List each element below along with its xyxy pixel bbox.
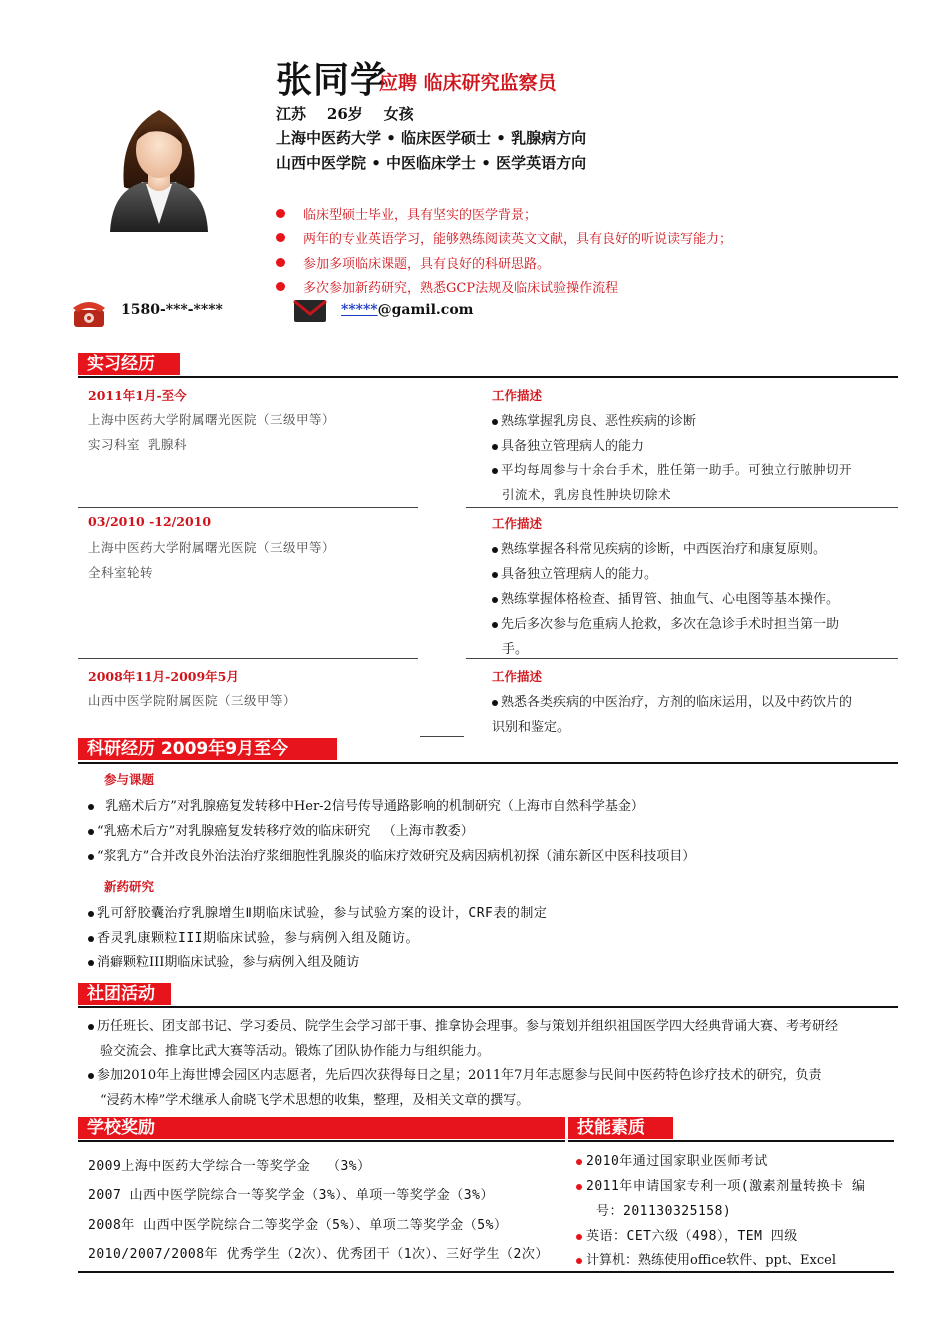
entry-divider [420, 736, 464, 737]
work-desc-item-cont: 手。 [502, 642, 529, 657]
skill-item-cont: 号：201130325158) [596, 1204, 732, 1219]
section-title-awards: 学校奖励 [78, 1117, 565, 1139]
entry-divider [466, 507, 898, 508]
work-desc-title: 工作描述 [492, 516, 543, 531]
section-rule [78, 1140, 565, 1142]
section-rule [78, 762, 898, 764]
drug-study: 乳可舒胶囊治疗乳腺增生Ⅱ期临床试验，参与试验方案的设计，CRF表的制定 [88, 902, 547, 921]
candidate-name: 张同学 [276, 59, 388, 101]
research-subtitle: 新药研究 [104, 879, 155, 894]
work-desc-item-cont: 引流术，乳房良性肿块切除术 [502, 487, 672, 502]
internship-hospital: 上海中医药大学附属曙光医院（三级甲等） [88, 540, 336, 555]
work-desc-item: 先后多次参与危重病人抢救，多次在急诊手术时担当第一助 [492, 613, 839, 632]
skill-item: 2010年通过国家职业医师考试 [576, 1150, 768, 1169]
club-activity-cont: “浸药木棒”学术继承人俞晓飞学术思想的收集，整理，及相关文章的撰写。 [100, 1093, 530, 1108]
work-desc-item: 熟悉各类疾病的中医治疗，方剂的临床运用，以及中药饮片的 [492, 691, 852, 710]
highlight-item: 临床型硕士毕业，具有坚实的医学背景； [276, 204, 876, 222]
work-desc-item: 熟练掌握各科常见疾病的诊断，中西医治疗和康复原则。 [492, 538, 826, 557]
work-desc-item: 熟练掌握体格检查、插胃管、抽血气、心电图等基本操作。 [492, 588, 839, 607]
work-desc-item: 具备独立管理病人的能力 [492, 435, 644, 454]
award-item: 2007 山西中医学院综合一等奖学金（3%）、单项一等奖学金（3%） [88, 1188, 494, 1203]
section-title-skills: 技能素质 [568, 1117, 673, 1139]
research-subtitle: 参与课题 [104, 772, 155, 787]
bullet-icon [276, 258, 285, 267]
work-desc-item: 具备独立管理病人的能力。 [492, 563, 657, 582]
section-title-club: 社团活动 [78, 983, 171, 1005]
research-project: “乳癌术后方”对乳腺癌复发转移疗效的临床研究 （上海市教委） [88, 820, 474, 839]
email-domain: @gamil.com [377, 302, 474, 318]
skill-item: 计算机：熟练使用office软件、ppt、Excel [576, 1249, 836, 1268]
work-desc-item: 熟练掌握乳房良、恶性疾病的诊断 [492, 410, 696, 429]
email-user[interactable]: ***** [341, 302, 378, 318]
education-master: 上海中医药大学 • 临床医学硕士 • 乳腺病方向 [276, 129, 587, 147]
avatar [104, 92, 214, 232]
work-desc-item: 平均每周参与十余台手术，胜任第一助手。可独立行脓肿切开 [492, 460, 852, 478]
internship-hospital: 上海中医药大学附属曙光医院（三级甲等） [88, 412, 336, 427]
internship-dept: 全科室轮转 [88, 565, 154, 580]
phone-number: 1580-***-**** [121, 302, 223, 318]
club-activity: 参加2010年上海世博会园区内志愿者，先后四次获得每日之星；2011年7月年志愿参与民间中医药特色诊疗技术的研究，负责 [88, 1064, 821, 1083]
entry-divider [466, 658, 898, 659]
internship-dept: 实习科室 乳腺科 [88, 437, 188, 452]
research-project: “浆乳方”合并改良外治法治疗浆细胞性乳腺炎的临床疗效研究及病因病机初探（浦东新区中医科技项目） [88, 845, 695, 864]
work-desc-title: 工作描述 [492, 388, 543, 403]
entry-divider [78, 507, 418, 508]
section-rule [568, 1140, 894, 1142]
entry-divider [78, 658, 418, 659]
award-item: 2008年 山西中医学院综合二等奖学金（5%）、单项二等奖学金（5%） [88, 1218, 508, 1233]
applied-position: 应聘 临床研究监察员 [379, 72, 557, 94]
highlight-item: 两年的专业英语学习，能够熟练阅读英文文献，具有良好的听说读写能力； [276, 228, 876, 246]
bullet-icon [276, 282, 285, 291]
club-activity-cont: 验交流会、推拿比武大赛等活动。锻炼了团队协作能力与组织能力。 [100, 1044, 491, 1059]
phone-icon [72, 296, 106, 328]
highlight-item: 参加多项临床课题，具有良好的科研思路。 [276, 253, 876, 271]
section-rule [78, 376, 898, 378]
internship-hospital: 山西中医学院附属医院（三级甲等） [88, 693, 297, 708]
club-activity: 历任班长、团支部书记、学习委员、院学生会学习部干事、推拿协会理事。参与策划并组织祖国医学四大经典背诵大赛、考考研经 [88, 1015, 838, 1034]
bottom-rule [78, 1271, 894, 1273]
award-item: 2009上海中医药大学综合一等奖学金 （3%） [88, 1159, 371, 1174]
award-item: 2010/2007/2008年 优秀学生（2次）、优秀团干（1次）、三好学生（2次） [88, 1247, 549, 1262]
email-address[interactable] [341, 302, 473, 318]
bullet-icon [276, 209, 285, 218]
section-title-research: 科研经历 2009年9月至今 [78, 738, 337, 760]
skill-item: 英语：CET六级（498），TEM 四级 [576, 1225, 798, 1244]
email-icon [293, 299, 327, 323]
highlight-item: 多次参加新药研究，熟悉GCP法规及临床试验操作流程 [276, 277, 876, 295]
education-bachelor: 山西中医学院 • 中医临床学士 • 医学英语方向 [276, 154, 587, 172]
drug-study: 消癖颗粒III期临床试验，参与病例入组及随访 [88, 951, 359, 970]
section-title-internship: 实习经历 [78, 353, 180, 375]
skill-item: 2011年申请国家专利一项(激素剂量转换卡 编 [576, 1175, 865, 1194]
work-desc-title: 工作描述 [492, 669, 543, 684]
basic-info: 江苏 26岁 女孩 [276, 105, 414, 123]
section-rule [78, 1006, 898, 1008]
internship-date: 2011年1月-至今 [88, 388, 187, 403]
research-project: 乳癌术后方”对乳腺癌复发转移中Her-2信号传导通路影响的机制研究（上海市自然科学基金） [88, 795, 644, 814]
work-desc-item-cont: 识别和鉴定。 [492, 720, 571, 735]
internship-date: 2008年11月-2009年5月 [88, 669, 239, 684]
internship-date: 03/2010 -12/2010 [88, 514, 212, 529]
drug-study: 香灵乳康颗粒III期临床试验，参与病例入组及随访。 [88, 927, 419, 946]
bullet-icon [276, 233, 285, 242]
